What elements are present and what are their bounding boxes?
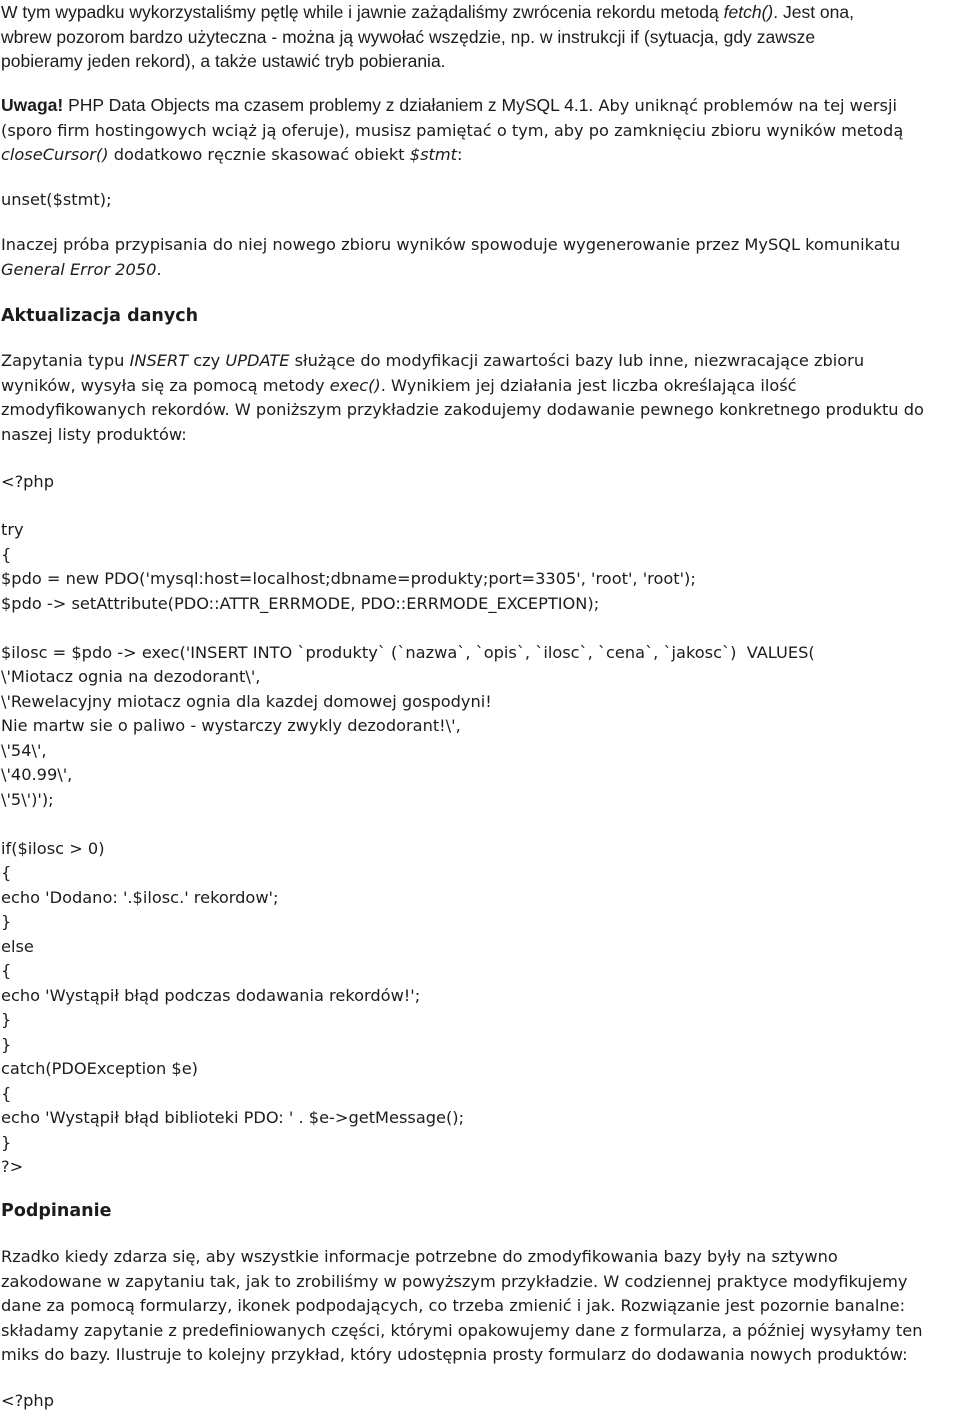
code-line: $pdo = new PDO('mysql:host=localhost;dbname=produkty;port=3305', 'root', 'root'); — [1, 569, 696, 588]
unset-code-line: unset($stmt); — [1, 190, 112, 209]
code-line: } — [1, 1034, 12, 1054]
code-line: { — [1, 961, 12, 980]
warning-line-2: (sporo firm hostingowych wciąż ją oferuje), musisz pamiętać o tym, aby po zamknięciu zbioru wyników metodą — [1, 120, 904, 140]
warning-line-1: Uwaga! PHP Data Objects ma czasem problemy z działaniem z MySQL 4.1. Aby uniknąć problemów na tej wersji — [1, 95, 897, 115]
intro-line-2: wbrew pozorom bardzo użyteczna - można ją wywołać wszędzie, np. w instrukcji if (sytuacja, gdy zawsze — [1, 26, 816, 47]
heading-update: Aktualizacja danych — [1, 306, 199, 326]
code-line: else — [1, 936, 34, 956]
code-line: try — [1, 520, 24, 539]
code-line: \'Miotacz ognia na dezodorant\', — [1, 667, 261, 686]
bind-line-4: składamy zapytanie z predefiniowanych części, którymi opakowujemy dane z formularza, a później wysyłamy ten — [1, 1320, 923, 1340]
code-line: { — [1, 1083, 12, 1103]
bind-line-1: Rzadko kiedy zdarza się, aby wszystkie informacje potrzebne do zmodyfikowania bazy były na sztywno — [1, 1247, 838, 1266]
code-line: ?> — [1, 1157, 24, 1176]
code-line: { — [1, 863, 12, 882]
code-line: } — [1, 912, 12, 931]
code-line: if($ilosc > 0) — [1, 838, 105, 858]
code-line: $pdo -> setAttribute(PDO::ATTR_ERRMODE, PDO::ERRMODE_EXCEPTION); — [1, 593, 600, 613]
update-line-3: zmodyfikowanych rekordów. W poniższym przykładzie zakodujemy dodawanie pewnego konkretnego produktu do — [1, 400, 924, 419]
php-code-block — [0, 518, 815, 1180]
code-line: echo 'Wystąpił błąd podczas dodawania rekordów!'; — [1, 985, 421, 1005]
error-line-2: General Error 2050. — [1, 259, 162, 279]
bind-line-3: dane za pomocą formularzy, ikonek podpodających, co trzeba zmienić i jak. Rozwiązanie jest pozornie banalne: — [1, 1296, 906, 1315]
warning-label: Uwaga! — [1, 95, 64, 115]
bind-line-2: zakodowane w zapytaniu tak, jak to zrobiliśmy w powyższym przykładzie. W codziennej praktyce modyfikujemy — [1, 1271, 908, 1291]
code-line: echo 'Wystąpił błąd biblioteki PDO: ' . $e->getMessage(); — [1, 1108, 465, 1127]
update-line-2: wyników, wysyła się za pomocą metody exec(). Wynikiem jej działania jest liczba określająca ilość — [1, 375, 797, 395]
code-line: } — [1, 1010, 12, 1029]
error-paragraph — [0, 233, 900, 282]
intro-paragraph — [0, 0, 854, 74]
code-line: Nie martw sie o paliwo - wystarczy zwykly dezodorant!\', — [1, 716, 461, 735]
code-line — [1, 812, 815, 837]
php-open-tag: <?php — [1, 472, 54, 491]
update-line-1: Zapytania typu INSERT czy UPDATE służące do modyfikacji zawartości bazy lub inne, niezwracające zbioru — [1, 351, 865, 370]
update-paragraph — [0, 349, 924, 447]
code-line — [1, 616, 815, 641]
update-line-4: naszej listy produktów: — [1, 424, 187, 444]
warning-paragraph — [0, 93, 903, 168]
intro-line-3: pobieramy jeden rekord), a także ustawić tryb pobierania. — [1, 51, 446, 71]
bind-paragraph — [0, 1245, 922, 1368]
code-line: \'Rewelacyjny miotacz ognia dla kazdej domowej gospodyni! — [1, 691, 492, 711]
code-line: catch(PDOException $e) — [1, 1059, 198, 1078]
code-line: \'40.99\', — [1, 765, 73, 784]
intro-line-1: W tym wypadku wykorzystaliśmy pętlę while i jawnie zażądaliśmy zwrócenia rekordu metodą fetch(). Jest ona, — [1, 2, 854, 22]
code-line: } — [1, 1132, 12, 1152]
bind-line-5: miks do bazy. Ilustruje to kolejny przykład, który udostępnia prosty formularz do dodawania nowych produktów: — [1, 1345, 908, 1364]
code-line: echo 'Dodano: '.$ilosc.' rekordow'; — [1, 887, 279, 907]
code-line: { — [1, 544, 12, 564]
code-line: \'54\', — [1, 740, 47, 760]
heading-bind: Podpinanie — [1, 1201, 112, 1221]
warning-line-3: closeCursor() dodatkowo ręcznie skasować obiekt $stmt: — [1, 145, 463, 164]
code-line: \'5\')'); — [1, 789, 54, 809]
error-line-1: Inaczej próba przypisania do niej nowego zbioru wyników spowoduje wygenerowanie przez MySQL komunikatu — [1, 235, 901, 254]
php-open-tag-2: <?php — [1, 1391, 54, 1410]
code-line: $ilosc = $pdo -> exec('INSERT INTO `produkty` (`nazwa`, `opis`, `ilosc`, `cena`, `jakosc`) VALUES( — [1, 642, 815, 662]
